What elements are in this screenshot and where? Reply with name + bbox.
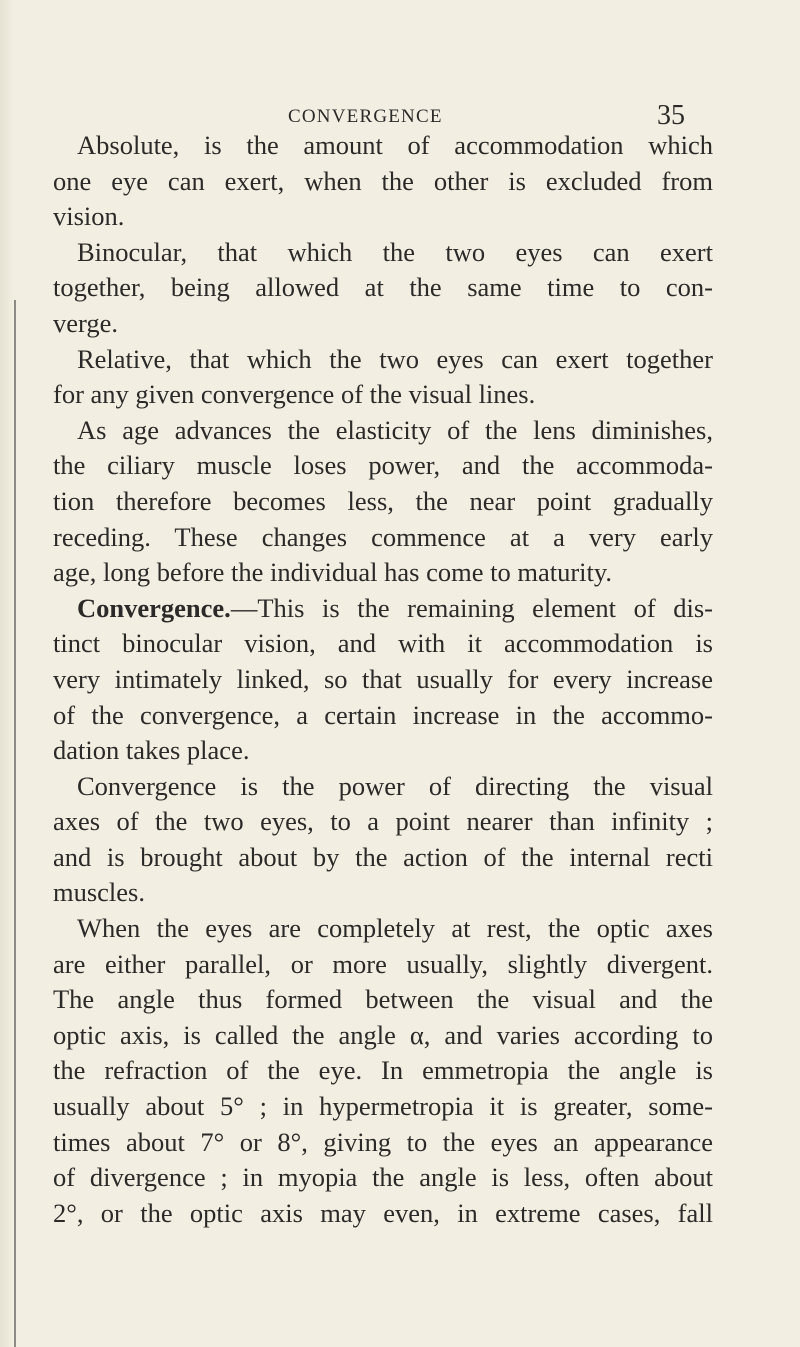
text-line [53, 911, 713, 947]
line-text: the refraction of the eye. In emmetropia the angle is [53, 1055, 713, 1086]
text-line [53, 1196, 713, 1232]
line-text: age, long before the individual has come to maturity. [53, 557, 613, 588]
line-text: Absolute, is the amount of accommodation which [77, 130, 713, 160]
line-text: very intimately linked, so that usually for every increase [53, 663, 713, 694]
line-text: tinct binocular vision, and with it accommodation is [53, 628, 713, 659]
text-line [53, 306, 713, 342]
line-text: axes of the two eyes, to a point nearer than infinity ; [53, 806, 713, 837]
line-text: of divergence ; in myopia the angle is less, often about [53, 1162, 713, 1193]
line-text: vision. [53, 201, 125, 232]
text-line [53, 270, 713, 306]
line-text: Relative, that which the two eyes can exert together [77, 343, 713, 374]
run-in-heading: Convergence. [77, 592, 231, 623]
line-text: muscles. [53, 877, 145, 908]
text-line [53, 448, 713, 484]
line-text: dation takes place. [53, 735, 250, 766]
text-line [53, 377, 713, 413]
line-text: tion therefore becomes less, the near point gradually [53, 485, 713, 516]
text-line [53, 128, 713, 164]
line-text: of the convergence, a certain increase in the accommo- [53, 699, 713, 730]
text-line [53, 1053, 713, 1089]
line-text: for any given convergence of the visual lines. [53, 379, 536, 410]
text-line [53, 769, 713, 805]
text-line [53, 164, 713, 200]
text-line [53, 413, 713, 449]
line-text: As age advances the elasticity of the lens diminishes, [77, 414, 713, 445]
text-line [53, 484, 713, 520]
line-text: usually about 5° ; in hypermetropia it is greater, some- [53, 1091, 713, 1122]
line-text: and is brought about by the action of the internal recti [53, 841, 713, 872]
line-text: Convergence is the power of directing the visual [77, 770, 713, 801]
text-line [53, 342, 713, 378]
line-text: times about 7° or 8°, giving to the eyes an appearance [53, 1126, 713, 1157]
text-line [53, 1160, 713, 1196]
line-text: optic axis, is called the angle α, and varies according to [53, 1019, 713, 1050]
line-text: 2°, or the optic axis may even, in extreme cases, fall [53, 1197, 713, 1228]
line-text: verge. [53, 307, 118, 338]
text-line [53, 840, 713, 876]
text-line [53, 520, 713, 556]
text-line [53, 698, 713, 734]
text-line [53, 626, 713, 662]
line-text: one eye can exert, when the other is excluded from [53, 165, 713, 196]
gutter-line [14, 300, 16, 1347]
body-text [53, 128, 713, 1231]
line-text: are either parallel, or more usually, slightly divergent. [53, 948, 713, 979]
line-text: together, being allowed at the same time to con- [53, 272, 713, 303]
line-text: When the eyes are completely at rest, the optic axes [77, 913, 713, 944]
text-line [53, 1018, 713, 1054]
line-text: —This is the remaining element of dis- [230, 592, 713, 623]
line-text: The angle thus formed between the visual and the [53, 984, 713, 1015]
text-line [53, 555, 713, 591]
text-line [53, 982, 713, 1018]
text-line [53, 199, 713, 235]
page-number: 35 [657, 100, 685, 131]
text-line [53, 1125, 713, 1161]
text-line [53, 947, 713, 983]
line-text: the ciliary muscle loses power, and the accommoda- [53, 450, 713, 481]
text-line [53, 235, 713, 271]
text-line [53, 1089, 713, 1125]
gutter-shadow [0, 0, 14, 1347]
text-line [53, 804, 713, 840]
line-text: receding. These changes commence at a very early [53, 521, 713, 552]
line-text: Binocular, that which the two eyes can exert [77, 236, 713, 267]
text-line [53, 591, 713, 627]
text-line [53, 662, 713, 698]
running-title: CONVERGENCE [288, 106, 443, 127]
text-line [53, 875, 713, 911]
text-line [53, 733, 713, 769]
